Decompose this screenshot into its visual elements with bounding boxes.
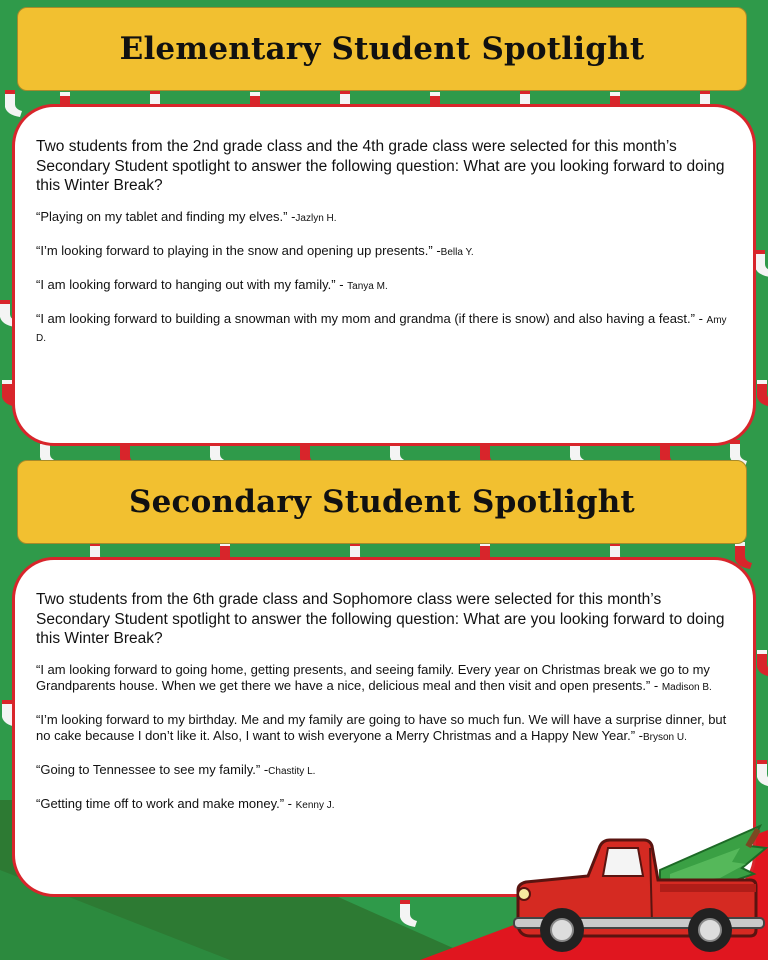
quote-item: “Going to Tennessee to see my family.” -Chastity L. xyxy=(36,761,316,777)
elementary-card xyxy=(12,104,756,446)
elementary-title-banner xyxy=(17,7,747,91)
elementary-title: Elementary Student Spotlight xyxy=(119,31,645,67)
quote-item: “I am looking forward to building a snowman with my mom and grandma (if there is snow) and also having a feast.” - Amy D. xyxy=(36,310,727,344)
quote-author: Tanya M. xyxy=(347,280,388,292)
quote-author: Madison B. xyxy=(661,681,712,693)
quote-item: “Getting time off to work and make money.” - Kenny J. xyxy=(36,795,335,811)
secondary-title: Secondary Student Spotlight xyxy=(129,484,635,520)
quote-author: Bella Y. xyxy=(440,246,474,258)
quote-author: Bryson U. xyxy=(642,731,687,743)
quote-item: “Playing on my tablet and finding my elves.” -Jazlyn H. xyxy=(36,208,337,224)
quote-item: “I’m looking forward to playing in the snow and opening up presents.” -Bella Y. xyxy=(36,242,474,258)
red-truck-with-tree-icon xyxy=(510,818,768,960)
quote-author: Kenny J. xyxy=(295,799,335,811)
quote-item: “I’m looking forward to my birthday. Me and my family are going to have so much fun. We will have a surprise dinner, but no cake because I don’t like it. Also, I want to wish everyone a Merry Christmas and a Happy New Year.” -Bryson U. xyxy=(36,711,727,743)
quote-author: Amy D. xyxy=(36,314,727,344)
secondary-title-banner xyxy=(17,460,747,544)
quote-item: “I am looking forward to going home, getting presents, and seeing family. Every year on Christmas break we go to my Grandparents house. When we get there we have a nice, delicious meal and then visit and open presents.” - Madison B. xyxy=(36,661,712,693)
quote-author: Jazlyn H. xyxy=(295,212,337,224)
elementary-intro: Two students from the 2nd grade class and the 4th grade class were selected for this month’s Secondary Student spotlight to answer the following question: What are you looking forward to doing this Winter Break? xyxy=(36,138,725,194)
secondary-intro: Two students from the 6th grade class and Sophomore class were selected for this month’s Secondary Student spotlight to answer the following question: What are you looking forward to doing this Winter Break? xyxy=(36,591,725,647)
quote-author: Chastity L. xyxy=(268,765,316,777)
quote-item: “I am looking forward to hanging out with my family.” - Tanya M. xyxy=(36,276,388,292)
